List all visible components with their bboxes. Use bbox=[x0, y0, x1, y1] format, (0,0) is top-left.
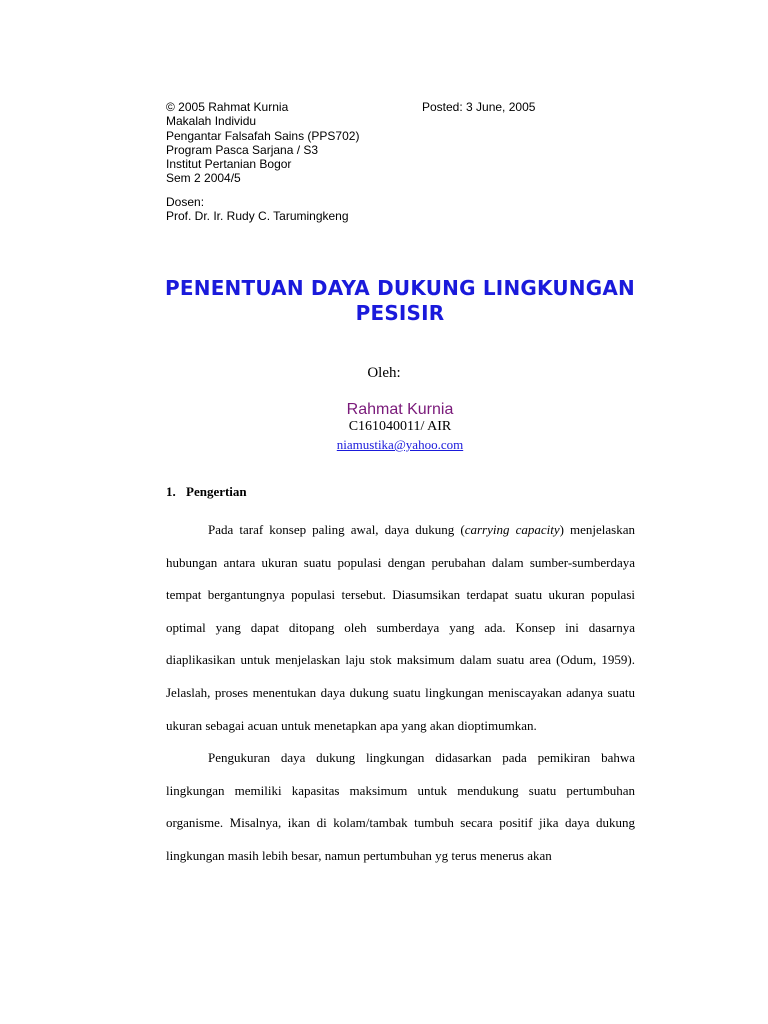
author-name: Rahmat Kurnia bbox=[346, 401, 454, 418]
paragraph: Pengukuran daya dukung lingkungan didasarkan pada pemikiran bahwa lingkungan memiliki kapasitas maksimum untuk mendukung suatu pertumbuhan organisme. Misalnya, ikan di kolam/tambak tumbuh secara positif jika daya dukung lingkungan masih lebih besar, namun pertumbuhan yg terus menerus akan bbox=[166, 750, 635, 863]
email-link[interactable]: niamustika@yahoo.com bbox=[336, 437, 464, 452]
section-title: Pengertian bbox=[186, 484, 247, 499]
body-text bbox=[166, 514, 635, 873]
meta-line: Program Pasca Sarjana / S3 bbox=[166, 142, 319, 157]
section-number: 1. bbox=[166, 484, 176, 499]
paragraph-text: Pada taraf konsep paling awal, daya dukung ( bbox=[208, 522, 465, 537]
paragraph bbox=[166, 514, 635, 742]
meta-line: Makalah Individu bbox=[166, 114, 257, 129]
dosen-name: Prof. Dr. Ir. Rudy C. Tarumingkeng bbox=[166, 209, 349, 224]
dosen-block bbox=[166, 195, 349, 224]
byline-label: Oleh: bbox=[367, 365, 401, 381]
posted-date: Posted: 3 June, 2005 bbox=[422, 100, 536, 114]
title-line: PENENTUAN DAYA DUKUNG LINGKUNGAN bbox=[165, 276, 635, 300]
copyright-line: © 2005 Rahmat Kurnia bbox=[166, 100, 289, 114]
meta-line: Institut Pertanian Bogor bbox=[166, 157, 292, 172]
meta-line: Sem 2 2004/5 bbox=[166, 171, 241, 186]
dosen-label: Dosen: bbox=[166, 195, 205, 209]
paper-title bbox=[160, 276, 640, 326]
paragraph-text: ) menjelaskan hubungan antara ukuran suatu populasi dengan perubahan dalam sumber-sumberdaya tempat bergantungnya populasi tersebut. Diasumsikan terdapat suatu ukuran populasi optimal yang dapat ditopang oleh sumberdaya yang ada. Konsep ini dasarnya diaplikasikan untuk menjelaskan laju stok maksimum dalam suatu area (Odum, 1959). Jelaslah, proses menentukan daya dukung suatu lingkungan meniscayakan adanya suatu ukuran sebagai acuan untuk menetapkan apa yang akan dioptimumkan. bbox=[166, 522, 636, 733]
author-email bbox=[0, 437, 768, 453]
meta-line: Pengantar Falsafah Sains (PPS702) bbox=[166, 128, 360, 143]
italic-term: carrying capacity bbox=[464, 522, 560, 537]
author-id: C161040011/ AIR bbox=[348, 419, 452, 434]
title-line: PESISIR bbox=[355, 301, 445, 325]
section-heading bbox=[166, 484, 247, 500]
